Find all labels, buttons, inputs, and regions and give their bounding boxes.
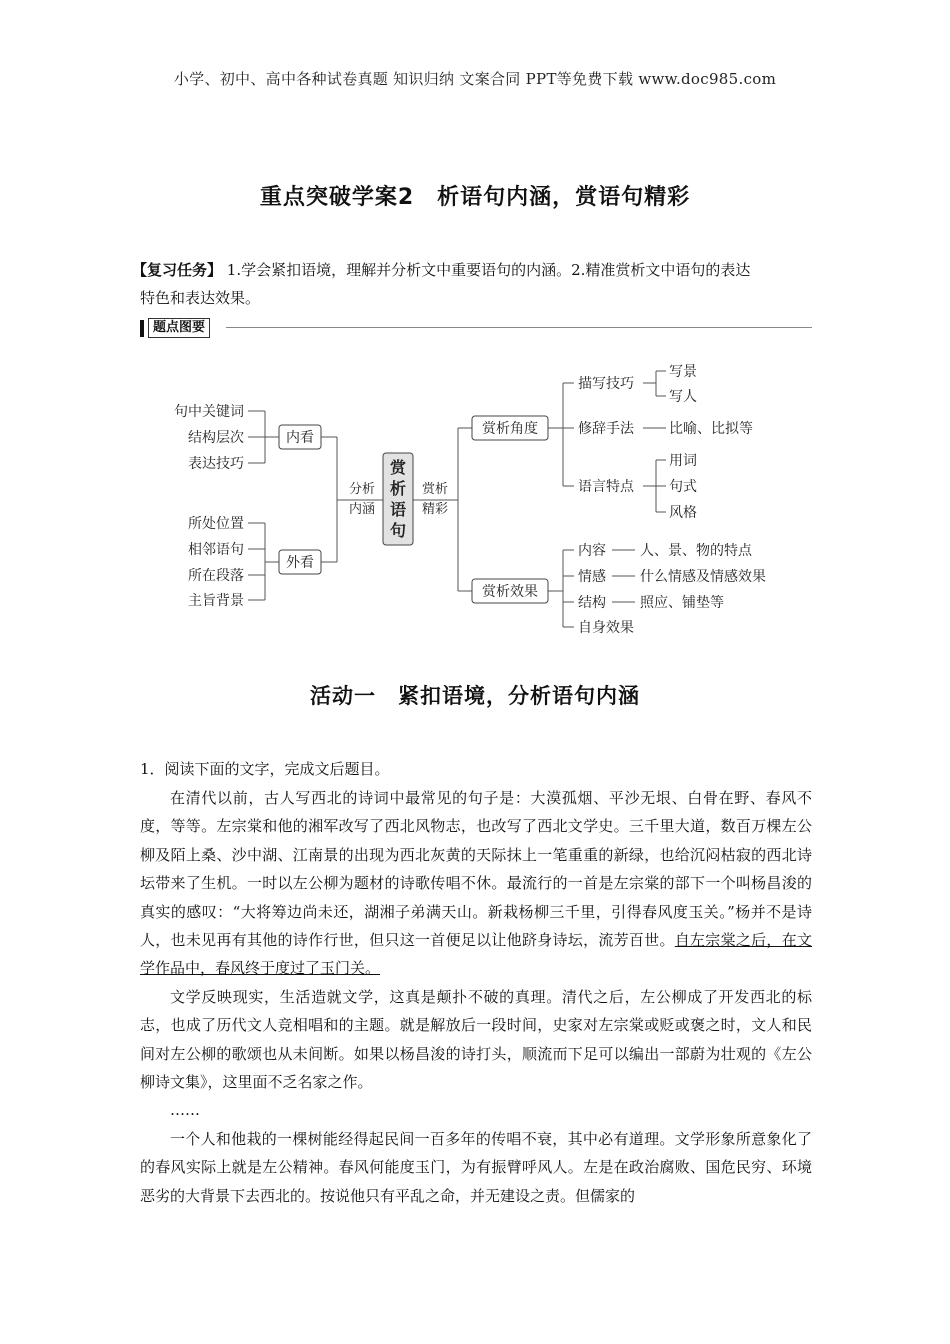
center-char: 语 xyxy=(389,500,407,519)
center-char: 赏 xyxy=(389,458,407,477)
paragraph xyxy=(140,784,812,983)
outer-item: 相邻语句 xyxy=(188,542,244,558)
section-label: 题点图要 xyxy=(148,318,210,338)
describe-label: 描写技巧 xyxy=(578,376,634,392)
mind-map xyxy=(0,355,950,645)
paragraph: 文学反映现实，生活造就文学，这真是颠扑不破的真理。清代之后，左公柳成了开发西北的标志，也成了历代文人竞相唱和的主题。就是解放后一段时间，史家对左宗棠或贬或褒之时，文人和民间对左公柳的歌颂也从未间断。如果以杨昌浚的诗打头，顺流而下足可以编出一部蔚为壮观的《左公柳诗文集》，这里面不乏名家之作。 xyxy=(140,987,812,1092)
page-title: 重点突破学案2 析语句内涵，赏语句精彩 xyxy=(259,185,691,210)
review-tag: 【复习任务】 xyxy=(132,261,223,279)
effect-item-label: 自身效果 xyxy=(578,620,634,636)
language-item: 用词 xyxy=(669,453,697,469)
angle-label: 赏析角度 xyxy=(482,421,538,437)
inner-item: 结构层次 xyxy=(188,430,244,446)
paragraph: 一个人和他栽的一棵树能经得起民间一百多年的传唱不衰，其中必有道理。文学形象所意象化了的春风实际上就是左公精神。春风何能度玉门，为有振臂呼风人。左是在政治腐败、国危民穷、环境恶劣的大背景下去西北的。按说他只有平乱之命，并无建设之责。但儒家的 xyxy=(140,1129,812,1205)
ellipsis: …… xyxy=(170,1101,200,1120)
section-bar xyxy=(140,318,812,340)
underlined-sentence: 自左宗棠之后，在文学作品中，春风终于度过了玉门关。 xyxy=(140,931,812,978)
effect-item-desc: 照应、铺垫等 xyxy=(640,595,724,611)
right-connector: 赏析 xyxy=(421,482,449,497)
left-connector: 内涵 xyxy=(348,502,376,517)
effect-item-label: 结构 xyxy=(578,595,606,611)
rhetoric-items: 比喻、比拟等 xyxy=(669,421,753,437)
center-char: 句 xyxy=(389,521,407,540)
describe-item: 写景 xyxy=(669,364,697,380)
effect-item-label: 情感 xyxy=(578,569,606,585)
section-divider xyxy=(226,327,812,328)
language-item: 句式 xyxy=(669,479,697,495)
outer-item: 所在段落 xyxy=(188,568,244,584)
activity-title: 活动一 紧扣语境，分析语句内涵 xyxy=(310,684,640,708)
outer-label: 外看 xyxy=(286,555,314,571)
effect-label: 赏析效果 xyxy=(482,584,538,600)
language-label: 语言特点 xyxy=(578,479,634,495)
review-line-1: 1.学会紧扣语境，理解并分析文中重要语句的内涵。2.精准赏析文中语句的表达 xyxy=(226,261,751,279)
inner-item: 句中关键词 xyxy=(174,404,244,420)
right-connector: 精彩 xyxy=(421,502,449,517)
describe-item: 写人 xyxy=(669,389,697,405)
page-header: 小学、初中、高中各种试卷真题 知识归纳 文案合同 PPT等免费下载 www.doc985.com xyxy=(173,70,777,88)
inner-label: 内看 xyxy=(286,430,314,446)
section-mark xyxy=(140,320,144,337)
center-char: 析 xyxy=(389,479,407,498)
review-task xyxy=(132,256,822,312)
effect-item-desc: 人、景、物的特点 xyxy=(640,543,752,559)
outer-item: 主旨背景 xyxy=(188,593,244,609)
effect-item-desc: 什么情感及情感效果 xyxy=(640,569,766,585)
inner-item: 表达技巧 xyxy=(188,456,244,472)
reading-passage xyxy=(140,784,812,1210)
question-prompt: 1．阅读下面的文字，完成文后题目。 xyxy=(140,760,390,778)
outer-item: 所处位置 xyxy=(188,516,244,532)
effect-item-label: 内容 xyxy=(578,543,606,559)
left-connector: 分析 xyxy=(348,482,376,497)
paragraph-text: 在清代以前，古人写西北的诗词中最常见的句子是：大漠孤烟、平沙无垠、白骨在野、春风不度，等等。左宗棠和他的湘军改写了西北风物志，也改写了西北文学史。三千里大道，数百万棵左公柳及陌上桑、沙中湖、江南景的出现为西北灰黄的天际抹上一笔重重的新绿，也给沉闷枯寂的西北诗坛带来了生机。一时以左公柳为题材的诗歌传唱不休。最流行的一首是左宗棠的部下一个叫杨昌浚的真实的感叹：“大将筹边尚未还，湖湘子弟满天山。新栽杨柳三千里，引得春风度玉关。”杨并不是诗人，也未见再有其他的诗作行世，但只这一首便足以让他跻身诗坛，流芳百世。 xyxy=(140,789,812,950)
rhetoric-label: 修辞手法 xyxy=(578,421,634,437)
review-line-2: 特色和表达效果。 xyxy=(140,289,261,307)
language-item: 风格 xyxy=(669,505,697,521)
